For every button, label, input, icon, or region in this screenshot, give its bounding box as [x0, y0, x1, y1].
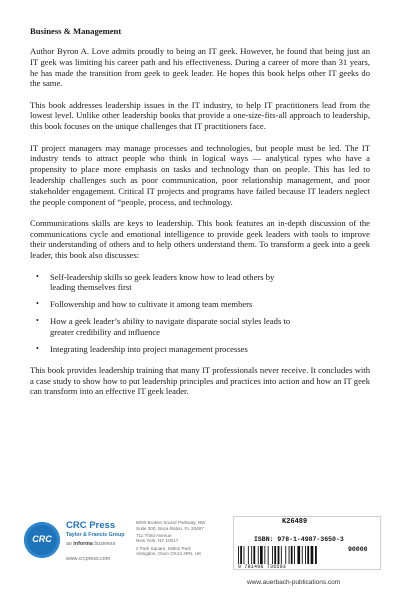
publisher-website: www.crcpress.com [66, 556, 111, 562]
list-item-text: Self-leadership skills so geek leaders know how to lead others by leading themselves first [50, 271, 275, 293]
book-code: K26489 [282, 518, 308, 526]
list-item-text: Integrating leadership into project management processes [50, 343, 248, 354]
address-line: Abingdon, Oxon OX14 4RN, UK [136, 551, 202, 557]
informa-suffix: business [94, 541, 116, 547]
category-heading: Business & Management [30, 26, 122, 36]
publisher-name: CRC Press [66, 520, 116, 531]
closing-paragraph: This book provides leadership training that many IT professionals never receive. It concludes with a case study to show how to put leadership principles and practices into action and how an IT geek can transform into an effective IT geek leader. [30, 364, 370, 397]
address-line: 711 Third Avenue [136, 532, 172, 538]
bullet-icon: • [36, 343, 39, 353]
publisher-informa-line [66, 541, 115, 547]
imprint-website: www.auerbach-publications.com [247, 579, 341, 586]
list-item-text: Followership and how to cultivate it among team members [50, 299, 253, 310]
isbn-label: ISBN: 978-1-4987-3650-3 [254, 536, 344, 543]
informa-prefix: an [66, 541, 72, 547]
address-line: Suite 300, Boca Raton, FL 33487 [136, 525, 204, 531]
description-paragraph: This book addresses leadership issues in the IT industry, to help IT practitioners lead from the lowest level. Unlike other leadership books that provide a one-size-fits-all approach to leadership, this book focuses on the unique challenges that IT practitioners face. [30, 99, 370, 132]
publisher-addresses [136, 520, 228, 557]
address-line: 2 Park Square, Milton Park [136, 545, 191, 551]
bullet-icon: • [36, 299, 39, 309]
address-line: 6000 Broken Sound Parkway, NW [136, 520, 206, 525]
bullet-icon: • [36, 315, 39, 325]
informa-word: informa [73, 541, 93, 547]
crc-logo-icon [24, 522, 60, 558]
description-paragraph: Communications skills are keys to leadership. This book features an in-depth discussion of the communications cycle and emotional intelligence to provide geek leaders with tools to improve their understanding of others and to help others understand them. To transform a geek into a geek leader, this book also discusses: [30, 217, 370, 261]
publisher-group: Taylor & Francis Group [66, 532, 125, 538]
address-line: New York, NY 10017 [136, 538, 179, 544]
list-item-text: How a geek leader’s ability to navigate disparate social styles leads to greater credibility and influence [50, 315, 291, 337]
price-code: 90000 [348, 546, 368, 553]
description-paragraph: IT project managers may manage processes and technologies, but people must be led. The IT industry tends to attract people who think in logical ways — analytical types who have a propensity to place more emphasis on tasks and technology than on people. This has led to leadership challenges such as poor communication, poor relationship management, and poor stakeholder engagement. Critical IT projects and programs have failed because IT leaders neglect the people component of “people, process, and technology. [30, 142, 370, 207]
barcode-digits: 9 781498 736503 [238, 564, 287, 570]
logo-badge-text: CRC [32, 534, 52, 544]
bullet-icon: • [36, 271, 39, 281]
description-paragraph: Author Byron A. Love admits proudly to being an IT geek. However, he found that being just an IT geek was limiting his career path and his effectiveness. During a career of more than 31 years, he has made the transition from geek to geek leader. He hopes this book helps other IT geeks do the same. [30, 46, 370, 89]
